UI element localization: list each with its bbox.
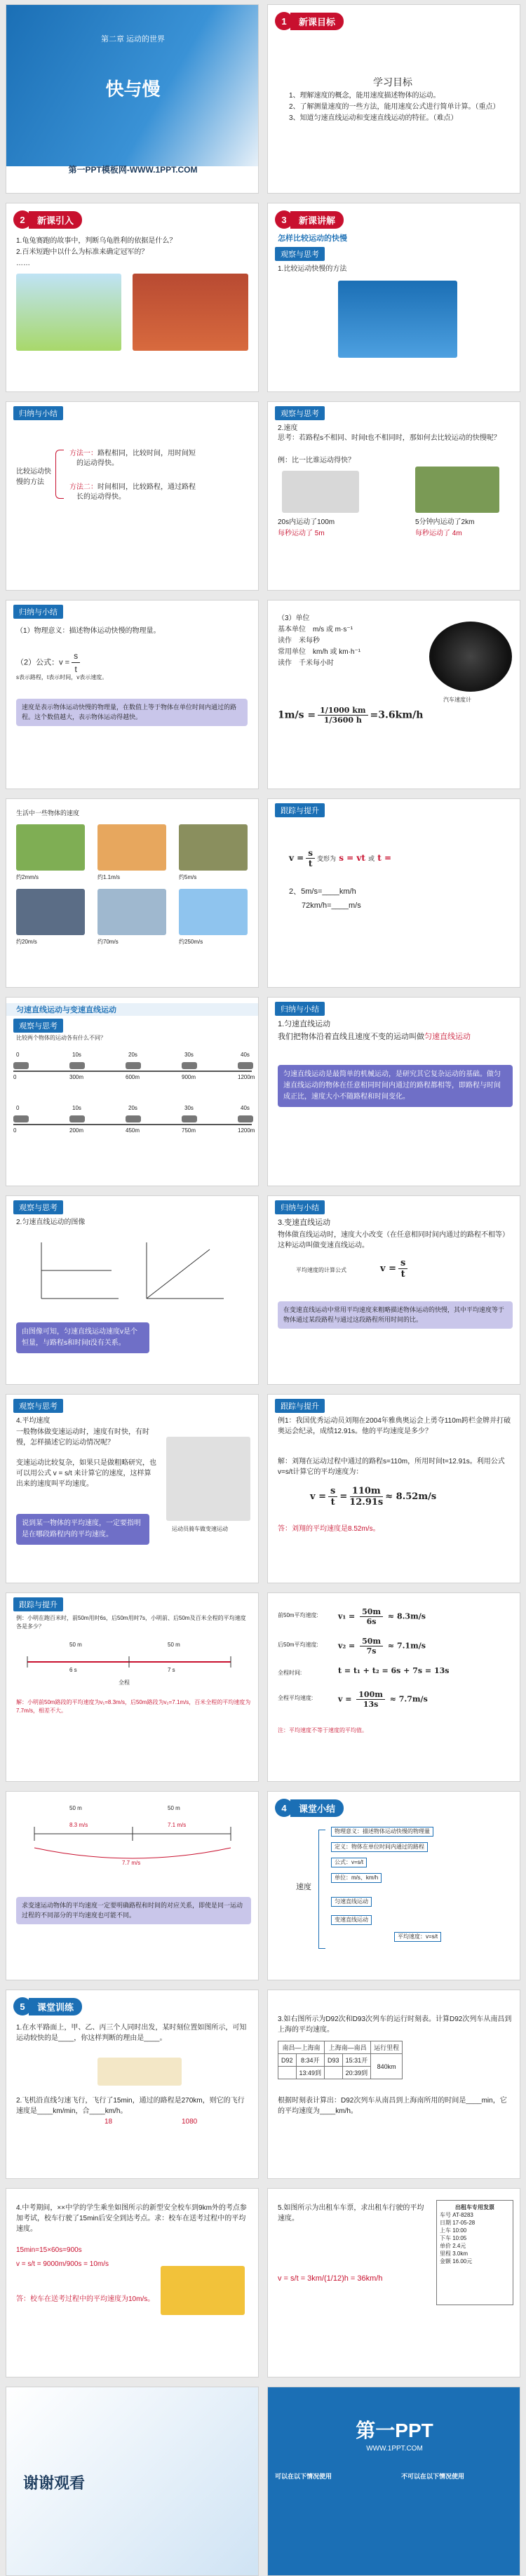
observe-tag: 观察与思考 (13, 1019, 63, 1033)
speedometer-caption: 汽车速度计 (443, 697, 471, 703)
summary-item: 物理意义：描述物体运动快慢的物理量 (331, 1827, 433, 1837)
chapter-label: 第二章 运动的世界 (100, 35, 166, 43)
t1-label: 6 s (69, 1667, 77, 1673)
slide-practice-formula[interactable]: 跟踪与提升 v = $\frac{s}{t}$ 变形为 s = vt 或 t = 2、5m/s=____km/h 72km/h=____m/s (267, 798, 520, 988)
cell (278, 2067, 297, 2079)
exercise-2-answer2: 1080 (182, 2118, 198, 2126)
car-marker (69, 1115, 85, 1122)
v-num: s (306, 848, 315, 859)
sol-v: v = (310, 1491, 326, 1502)
s-equals-vt: s = vt (339, 853, 365, 863)
badge-label: 新课目标 (290, 13, 344, 30)
badge-number: 4 (275, 1799, 293, 1817)
methods-label: 比较运动快慢的方法 (16, 468, 51, 486)
uniform-box: 匀速直线运动是最简单的机械运动，是研究其它复杂运动的基础。做匀速直线运动的物体在任意相同时间内通过的路程都相等，即路程与时间成正比，速度大小不随路程和时间变化。 (278, 1065, 513, 1107)
formula-fraction (72, 650, 80, 676)
road-1 (13, 1052, 255, 1085)
car-image (16, 889, 85, 935)
ticket-row: 里程 3.0km (440, 2250, 468, 2257)
unit-den: 1/3600 h (323, 716, 362, 725)
summary-root: 速度 (296, 1883, 311, 1891)
summary-item: 单位：m/s、km/h (331, 1873, 382, 1883)
slide-100m-calc[interactable] (267, 1592, 520, 1782)
v-den: t (308, 859, 313, 868)
sol-eq: = (339, 1491, 348, 1502)
ticket-row: 上车 10:00 (440, 2227, 467, 2234)
slide-uniform-vs-variable[interactable] (6, 997, 259, 1186)
summary-item: 平均速度：v=s/t (394, 1932, 441, 1942)
slide-intro[interactable] (6, 203, 259, 392)
legend-s: s表示路程， (16, 674, 47, 680)
summary-tag: 归纳与小结 (275, 1200, 325, 1214)
slide-goals[interactable] (267, 4, 520, 194)
compare-question: 比较两个物体的运动各有什么不同？ (16, 1035, 106, 1041)
cell: 13:49到 (296, 2067, 325, 2079)
badge-number: 5 (13, 1997, 32, 2015)
slide-example-liuxiang[interactable] (267, 1394, 520, 1583)
bus-image (282, 471, 359, 513)
sol-result: ≈ 8.52m/s (385, 1491, 437, 1502)
exercise-3-question: 根据时刻表计算出：D92次列车从南昌到上海南所用的时间是____min，它的平均速度为____km/h。 (278, 2097, 507, 2115)
cell: 840km (371, 2054, 403, 2079)
airplane-image (179, 889, 248, 935)
exercise-2: 2.飞机沿直线匀速飞行，飞行了15min，通过的路程是270km，则它的飞行速度是____km/min，合____km/h。 (16, 2097, 245, 2115)
speed-heading: 2.速度 (278, 424, 298, 432)
time-label: 10s (72, 1105, 81, 1111)
slide-exercise-5[interactable] (267, 2188, 520, 2377)
ticket-row: 下车 10:05 (440, 2235, 467, 2241)
summary-tag: 归纳与小结 (275, 1002, 325, 1016)
read-label2: 读作 (278, 659, 292, 667)
car-marker (126, 1062, 141, 1069)
slide-title[interactable] (6, 4, 259, 194)
slide-speeds-life[interactable] (6, 798, 259, 988)
car-marker (238, 1115, 253, 1122)
goal-item: 1、理解速度的概念，能用速度描述物体的运动。 (289, 92, 440, 100)
thanks-text: 谢谢观看 (23, 2474, 86, 2492)
usage-allowed: 可以在以下情况使用 (275, 2473, 332, 2480)
slide-speed-think[interactable] (267, 401, 520, 591)
sol-frac2 (349, 1486, 383, 1508)
formula-den: t (74, 664, 77, 674)
v-label: v = (289, 853, 304, 863)
brand-logo: 第一PPT (356, 2420, 433, 2441)
time-label: 30s (184, 1105, 194, 1111)
school-bus-image (161, 2266, 245, 2315)
exercise-4-answer: 答：校车在送考过程中的平均速度为10m/s。 (16, 2295, 155, 2303)
seg-label: 50 m (69, 1805, 82, 1811)
example-solution: 解：刘翔在运动过程中通过的路程s=110m，所用时间t=12.91s。利用公式v=s/t计算它的平均速度为： (278, 1458, 505, 1476)
t-equals: t = (377, 853, 392, 863)
slide-main-title: 快与慢 (105, 79, 161, 100)
example-answer: 解：小明前50m路段的平均速度为v₁=8.3m/s，后50m路段为v₂=7.1m/s，百米全程的平均速度为7.7m/s，相差不大。 (16, 1699, 251, 1714)
vt-label: 7.7 m/s (122, 1860, 141, 1866)
distance-label: 900m (182, 1074, 196, 1080)
graph-box: 由图像可知，匀速直线运动速度v是个恒量，与路程s和时间t没有关系。 (16, 1322, 149, 1353)
time-label: 30s (184, 1052, 194, 1058)
avg-explain: 变速运动比较复杂，如果只是做粗略研究，也可以用公式 v = s/t 来计算它的速度，这样算出来的速度叫平均速度。 (16, 1459, 156, 1488)
brace (55, 450, 64, 499)
calc-label: 全程平均速度: (278, 1695, 313, 1701)
exercise-5: 5.如图所示为出租车车票，求出租车行驶的平均速度。 (278, 2204, 424, 2222)
slide-uniform-def[interactable] (267, 997, 520, 1186)
formula-label: （2）公式：v = (16, 658, 70, 667)
v2-calc: v₂ = $\frac{50m}{7s}$ ≈ 7.1m/s (338, 1637, 426, 1656)
summary-item: 变速直线运动 (331, 1915, 372, 1925)
v-total-result: 7.7m/s (398, 1694, 428, 1704)
slide-uniform-graph[interactable] (6, 1195, 259, 1385)
summary-tag: 归纳与小结 (13, 406, 63, 420)
speed-caption: 约20m/s (16, 939, 37, 945)
common-unit-label: 常用单位 (278, 648, 306, 656)
road-line (13, 1071, 252, 1072)
v2-result: 7.1m/s (396, 1641, 426, 1651)
uniform-term: 匀速直线运动 (424, 1033, 471, 1041)
snail-image (16, 824, 85, 871)
site-label: 第一PPT模板网-WWW.1PPT.COM (68, 165, 198, 175)
usage-forbidden: 不可以在以下情况使用 (401, 2473, 465, 2480)
formula-num: s (72, 650, 80, 663)
unit-result: =3.6km/h (370, 709, 424, 721)
taxi-ticket (436, 2200, 513, 2305)
speed-caption: 约2mm/s (16, 874, 39, 880)
slide-example-100m[interactable] (6, 1592, 259, 1782)
avg-formula-label: 平均速度的计算公式 (296, 1267, 346, 1273)
slide-variable-def[interactable] (267, 1195, 520, 1385)
uniform-heading: 1.匀速直线运动 (278, 1020, 331, 1028)
avg-question: 一般物体做变速运动时，速度有时快，有时慢，怎样描述它的运动情况呢？ (16, 1428, 149, 1447)
seg1-label: 50 m (69, 1642, 82, 1648)
units-heading: （3）单位 (278, 615, 310, 622)
definition-box: 速度是表示物体运动快慢的物理量，在数值上等于物体在单位时间内通过的路程。这个数值越大，表示物体运动得越快。 (16, 699, 248, 726)
slide-summary-methods[interactable] (6, 401, 259, 591)
rate2-label: 每秒运动了 (415, 530, 450, 537)
summary-item: 匀速直线运动 (331, 1897, 372, 1907)
common-unit-value: km/h 或 km·h⁻¹ (313, 648, 361, 656)
legend-v: v表示速度。 (76, 674, 108, 680)
rate2-value: 4m (452, 530, 462, 537)
compare-line: 1.比较运动快慢的方法 (278, 265, 347, 273)
cyclist-photo (166, 1437, 250, 1521)
example-question: 例：比一比谁运动得快？ (278, 457, 355, 464)
method2-text2: 长的运动得快。 (76, 493, 126, 501)
goal-item: 3、知道匀速直线运动和变速直线运动的特征。（难点） (289, 114, 458, 122)
example-question: 例1：我国优秀运动员刘翔在2004年雅典奥运会上勇夺110m跨栏金牌并打破奥运会纪录，成绩12.91s。他的平均速度是多少？ (278, 1417, 511, 1435)
road-line (13, 1124, 252, 1125)
base-unit-label: 基本单位 (278, 626, 306, 633)
cyclist-caption: 运动员骑车做变速运动 (172, 1526, 228, 1532)
cell (325, 2067, 343, 2079)
distance-label: 200m (69, 1127, 84, 1134)
unit-num: 1/1000 km (318, 706, 367, 716)
exercise-2-answer1: 18 (104, 2118, 113, 2126)
timetable-header: 运行里程 (371, 2041, 403, 2054)
car-marker (13, 1062, 29, 1069)
badge-number: 1 (275, 12, 293, 30)
seg-label: 50 m (168, 1805, 180, 1811)
summary-brace (318, 1830, 325, 1949)
variable-def: 物体做直线运动时，速度大小改变（在任意相同时间内通过的路程不相等）这种运动叫做变速直线运动。 (278, 1231, 509, 1249)
v1-result: 8.3m/s (396, 1611, 426, 1621)
badge-label: 课堂小结 (290, 1799, 344, 1817)
distance-label: 1200m (238, 1074, 255, 1080)
slide-units[interactable] (267, 600, 520, 789)
method2-text: 时间相同，比较路程，通过路程 (97, 483, 196, 491)
distance-label: 300m (69, 1074, 84, 1080)
car-marker (182, 1115, 197, 1122)
v2-label: 7.1 m/s (168, 1822, 187, 1828)
rate1-label: 每秒运动了 (278, 530, 313, 537)
variable-heading: 3.变速直线运动 (278, 1219, 331, 1227)
summary-tag: 归纳与小结 (13, 605, 63, 619)
race-figure (97, 2058, 182, 2086)
question-2: 2.百米短跑中以什么为标准来确定冠军的？ (16, 248, 149, 256)
subsection-title: 怎样比较运动的快慢 (278, 234, 347, 243)
distance-label: 450m (126, 1127, 140, 1134)
section-badge (275, 210, 344, 229)
time-label: 40s (241, 1052, 250, 1058)
t-total: t = t₁ + t₂ = 6s + 7s = 13s (338, 1666, 450, 1675)
method1-text: 路程相同，比较时间，用时间短 (97, 450, 196, 457)
time-label: 0 (16, 1105, 20, 1111)
badge-number: 3 (275, 210, 293, 229)
speed-caption: 约1.1m/s (97, 874, 121, 880)
timetable (278, 2041, 403, 2079)
v-total-calc: v = $\frac{100m}{13s}$ ≈ 7.7m/s (338, 1690, 428, 1709)
sol-den1: t (330, 1497, 335, 1508)
question-1: 1.龟兔赛跑的故事中，判断乌龟胜利的依据是什么？ (16, 237, 177, 245)
method2-label: 方法二： (69, 483, 97, 491)
distance-label: 750m (182, 1127, 196, 1134)
slide-brand[interactable] (267, 2387, 520, 2576)
vt-st-graphs (27, 1235, 238, 1313)
v1-calc: v₁ = $\frac{50m}{6s}$ ≈ 8.3m/s (338, 1607, 426, 1626)
speed-caption: 约5m/s (179, 874, 197, 880)
uniform-def: 我们把物体沿着直线且速度不变的运动叫做 (278, 1033, 424, 1041)
calc-label: 全程时间: (278, 1670, 302, 1676)
time-label: 40s (241, 1105, 250, 1111)
time-label: 10s (72, 1052, 81, 1058)
section-badge (275, 1799, 344, 1817)
timetable-header: 南昌—上海南 (278, 2041, 325, 2054)
example-answer: 答：刘翔的平均速度是8.52m/s。 (278, 1525, 380, 1533)
exercise-4-calc1: 15min=15×60s=900s (16, 2246, 82, 2254)
ticket-row: 金额 16.00元 (440, 2258, 473, 2265)
slide-compare[interactable] (267, 203, 520, 392)
base-unit-value: m/s 或 m·s⁻¹ (313, 626, 353, 633)
practice-tag: 跟踪与提升 (275, 803, 325, 817)
ticket-row: 车号 AT-8283 (440, 2212, 473, 2218)
sol-num2: 110m (350, 1486, 383, 1497)
time-label: 20s (128, 1052, 137, 1058)
sol-frac1 (328, 1486, 337, 1508)
slide-thanks[interactable] (6, 2387, 259, 2576)
brand-url: WWW.1PPT.COM (366, 2445, 423, 2453)
badge-label: 课堂训练 (29, 1998, 82, 2015)
read-value: 米每秒 (299, 637, 320, 645)
conversion-2-unit: m/s (348, 901, 361, 910)
track-diagram (20, 1641, 245, 1690)
badge-number: 2 (13, 210, 32, 229)
tank-caption: 5分钟内运动了2km (415, 518, 475, 526)
time-label: 0 (16, 1052, 20, 1058)
observe-tag: 观察与思考 (13, 1399, 63, 1413)
section-badge (275, 12, 344, 30)
practice-tag: 跟踪与提升 (275, 1399, 325, 1413)
car-marker (126, 1115, 141, 1122)
t2-label: 7 s (168, 1667, 175, 1673)
graph-heading: 2.匀速直线运动的图像 (16, 1219, 86, 1226)
road-2 (13, 1105, 255, 1138)
slide-segments[interactable] (6, 1791, 259, 1980)
summary-item: 定义：物体在单位时间内通过的路程 (331, 1842, 428, 1852)
ellipsis: …… (16, 260, 30, 267)
slide-summary[interactable] (267, 1791, 520, 1980)
unit-fraction (318, 706, 367, 725)
transform-label: 变形为 (316, 856, 336, 863)
cell: 8:34开 (296, 2054, 325, 2067)
subsection-title: 匀速直线运动与变速直线运动 (16, 1006, 116, 1014)
v-fraction (306, 848, 315, 868)
car-marker (238, 1062, 253, 1069)
observe-tag: 观察与思考 (275, 247, 325, 261)
avg-formula: v = $\frac{s}{t}$ (380, 1258, 410, 1280)
seg2-label: 50 m (168, 1642, 180, 1648)
slide-exercise-1[interactable] (6, 1990, 259, 2179)
section-badge (13, 1997, 82, 2015)
slide-avg-speed[interactable] (6, 1394, 259, 1583)
calc-label: 后50m平均速度: (278, 1642, 318, 1648)
conversion-1-unit: km/h (339, 887, 356, 896)
sprint-race-image (133, 274, 248, 351)
section-badge (13, 210, 82, 229)
car-marker (182, 1062, 197, 1069)
sol-num1: s (328, 1486, 337, 1497)
exercise-3: 3.如右图所示为D92次和D93次列车的运行时刻表。计算D92次列车从南昌到上海的平均速度。 (278, 2015, 512, 2034)
exercise-1: 1.在水平路面上，甲、乙、丙三个人同时出发，某时刻位置如图所示，可知运动较快的是____，你这样判断的理由是____。 (16, 2024, 247, 2042)
cell: 20:39到 (342, 2067, 371, 2079)
car-marker (69, 1062, 85, 1069)
v1-label: 8.3 m/s (69, 1822, 88, 1828)
distance-label: 1200m (238, 1127, 255, 1134)
observe-tag: 观察与思考 (275, 406, 325, 420)
conversion-2: 72km/h= (302, 901, 332, 910)
rate1-value: 5m (314, 530, 325, 537)
method1-text2: 的运动得快。 (76, 459, 119, 467)
distance-label: 600m (126, 1074, 140, 1080)
badge-label: 新课引入 (29, 211, 82, 229)
avg-box: 说到某一物体的平均速度，一定要指明是在哪段路程内的平均速度。 (16, 1514, 149, 1545)
slide-exercise-4[interactable] (6, 2188, 259, 2377)
speed-caption: 约70m/s (97, 939, 119, 945)
ticket-row: 单价 2.4元 (440, 2243, 466, 2249)
total-label: 全程 (119, 1679, 130, 1686)
practice-tag: 跟踪与提升 (13, 1597, 63, 1611)
timetable-header: 上海南—南昌 (325, 2041, 371, 2054)
example-question: 例：小明在跑百米时，前50m用时6s，后50m用时7s，小明前、后50m及百米全程的平均速度各是多少？ (16, 1615, 246, 1630)
tortoise-hare-image (16, 274, 121, 351)
exercise-4-calc2: v = s/t = 9000m/900s = 10m/s (16, 2260, 109, 2268)
cyclist-image (179, 824, 248, 871)
sol-den2: 12.91s (349, 1497, 384, 1508)
cell: 15:31开 (342, 2054, 371, 2067)
walker-image (97, 824, 166, 871)
method1-label: 方法一： (69, 450, 97, 457)
segments-box: 求变速运动物体的平均速度一定要明确路程和时间的对应关系，即使是同一运动过程的不同部分的平均速度也可能不同。 (16, 1897, 251, 1924)
ticket-title: 出租车专用发票 (455, 2204, 494, 2211)
tank-image (415, 467, 499, 513)
car-marker (13, 1115, 29, 1122)
time-label: 20s (128, 1105, 137, 1111)
bus-caption: 20s内运动了100m (278, 518, 335, 526)
cell: D93 (325, 2054, 343, 2067)
unit-formula-left: 1m/s = (278, 709, 316, 721)
cell: D92 (278, 2054, 297, 2067)
read-label: 读作 (278, 637, 292, 645)
or-label: 或 (368, 856, 375, 863)
speed-question: 思考：若路程s不相同、时间t也不相同时，那如何去比较运动的快慢呢？ (278, 434, 501, 442)
exercise-5-calc: v = s/t = 3km/(1/12)h = 36km/h (278, 2274, 383, 2283)
exercise-4: 4.中考期间，××中学的学生乘坐如图所示的新型安全校车到9km外的考点参加考试，校车行驶了15min后安全到达考点。求：校车在送考过程中的平均速度。 (16, 2204, 247, 2233)
badge-label: 新课讲解 (290, 211, 344, 229)
train-image (97, 889, 166, 935)
legend-t: t表示时间， (47, 674, 77, 680)
calc-note: 注：平均速度不等于速度的平均值。 (278, 1727, 367, 1733)
distance-label: 0 (13, 1127, 17, 1134)
read-value2: 千米每小时 (299, 659, 334, 667)
observe-tag: 观察与思考 (13, 1200, 63, 1214)
conversion-1: 2、5m/s= (289, 887, 323, 896)
slide-exercise-3[interactable] (267, 1990, 520, 2179)
ticket-row: 日期 17-05-28 (440, 2220, 476, 2226)
calc-label: 前50m平均速度: (278, 1612, 318, 1618)
physical-meaning: （1）物理意义：描述物体运动快慢的物理量。 (16, 627, 161, 635)
distance-label: 0 (13, 1074, 17, 1080)
speedometer-image (429, 622, 512, 692)
summary-item: 公式：v=s/t (331, 1858, 367, 1867)
life-speeds-title: 生活中一些物体的速度 (16, 810, 80, 817)
goal-item: 2、了解测量速度的一些方法，能用速度公式进行简单计算。（重点） (289, 103, 500, 111)
goals-heading: 学习目标 (373, 76, 412, 88)
variable-box: 在变速直线运动中常用平均速度来粗略描述物体运动的快慢，其中平均速度等于物体通过某段路程与通过这段路程所用时间的比。 (278, 1301, 513, 1329)
slide-speed-def[interactable] (6, 600, 259, 789)
avg-heading: 4.平均速度 (16, 1417, 50, 1425)
speed-caption: 约250m/s (179, 939, 203, 945)
cars-animation-image (338, 281, 457, 358)
